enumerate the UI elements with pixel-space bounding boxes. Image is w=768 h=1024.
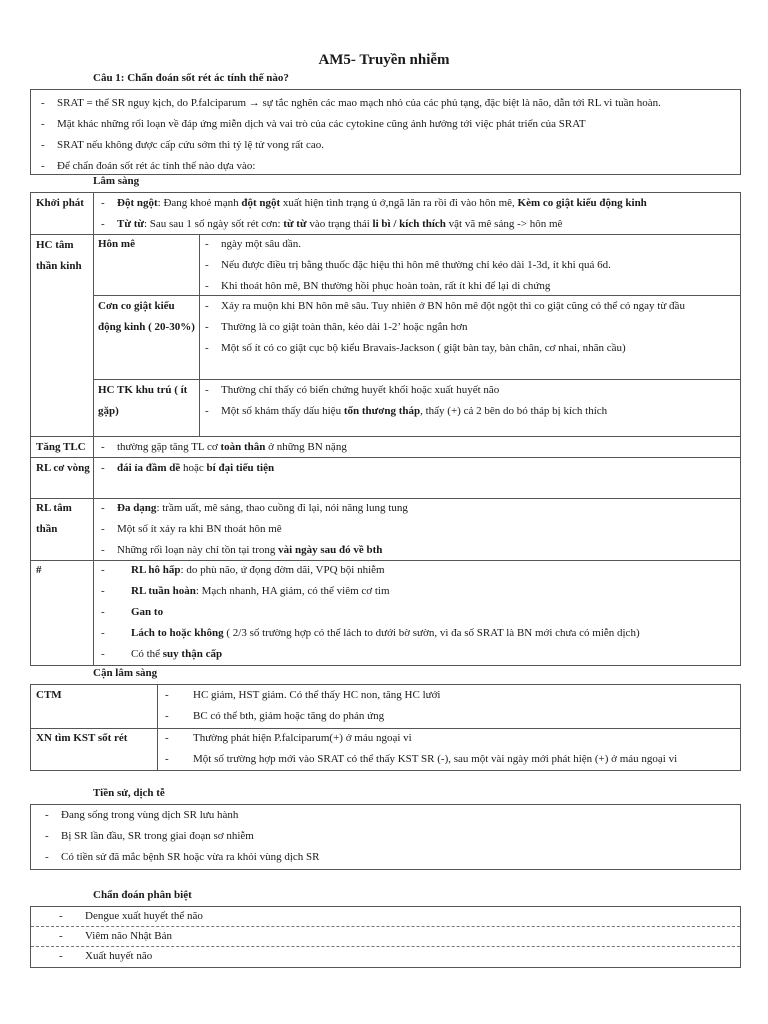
xn-kst-items: - Thường phát hiện P.falciparum(+) ở máu ngoại vi - Một số trường hợp mới vào SRAT có thể thấy KST SR (-), sau một vài ngày mới phát hiện (+) ở máu ngoại vi (165, 732, 678, 765)
rl-tam-than-items: - Đa dạng: trầm uất, mê sảng, thao cuồng đi lại, nói năng lung tung - Một số ít xảy ra khi BN thoát hôn mê - Những rối loạn này chỉ tồn tại trong vài ngày sau đó về bth (101, 502, 408, 556)
khoi-phat-items: - Đột ngột: Đang khoẻ mạnh đột ngột xuất hiện tình trạng ủ ớ,ngã lăn ra rồi đi vào hôn mê, Kèm co giật kiểu động kinh - Từ từ: Sau sau 1 số ngày sốt rét cơn: từ từ vào trạng thái li bì / kích thích vật vã mê sảng -> hôn mê (101, 197, 647, 230)
intro-line: - Mặt khác những rối loạn về đáp ứng miễn dịch và vai trò của các cytokine cũng ảnh hưởng tới việc phát triển của SRAT (41, 118, 586, 130)
lam-sang-heading: Lâm sàng (93, 175, 140, 187)
page-title: AM5- Truyền nhiễm (318, 52, 450, 68)
rl-co-vong-item: - đái ỉa đầm dề hoặc bí đại tiểu tiện (101, 462, 275, 474)
tien-su-box (30, 804, 741, 870)
tang-tlc-label: Tăng TLC (36, 441, 86, 453)
can-lam-sang-table (30, 684, 741, 771)
co-giat-label: Cơn co giật kiểu động kinh ( 20-30%) (98, 300, 195, 333)
cdpb-item: - Viêm não Nhật Bản (59, 930, 173, 942)
hon-me-label: Hôn mê (98, 238, 135, 250)
rl-co-vong-label: RL cơ vòng (36, 462, 90, 474)
cdpb-item: - Xuất huyết não (59, 950, 153, 962)
hc-tk-khu-tru-label: HC TK khu trú ( ít gặp) (98, 384, 188, 417)
intro-box (30, 89, 741, 175)
tien-su-item: - Có tiền sử đã mắc bệnh SR hoặc vừa ra khỏi vùng dịch SR (45, 851, 320, 863)
cdpb-box (30, 906, 741, 968)
intro-line: - SRAT = thể SR nguy kịch, do P.falciparum → sự tắc nghẽn các mao mạch nhỏ của các phủ tạng, đặc biệt là não, dẫn tới RL vi tuần hoàn. (41, 97, 661, 109)
cdpb-item: - Dengue xuất huyết thể não (59, 910, 203, 922)
cdpb-heading: Chẩn đoán phân biệt (93, 889, 192, 901)
hc-tam-than-label: HC tâm thần kinh (36, 239, 82, 272)
xn-kst-label: XN tìm KST sốt rét (36, 732, 128, 744)
other-items: - RL hô hấp: do phù não, ứ đọng đờm dãi, VPQ bội nhiễm - RL tuần hoàn: Mạch nhanh, HA giảm, có thể viêm cơ tim - Gan to - Lách to hoặc không ( 2/3 số trường hợp có thể lách to dưới bờ sườn, vì đa số SRAT là BN mới chưa có miễn dịch) - Có thể suy thận cấp (101, 564, 640, 660)
question-heading: Câu 1: Chẩn đoán sốt rét ác tính thế nào? (93, 72, 289, 84)
tien-su-heading: Tiền sử, dịch tễ (93, 787, 165, 799)
ctm-items: - HC giảm, HST giảm. Có thể thấy HC non, tăng HC lưới - BC có thể bth, giảm hoặc tăng do phản ứng (165, 689, 441, 722)
tang-tlc-item: - thường gặp tăng TL cơ toàn thân ở những BN nặng (101, 441, 347, 453)
khoi-phat-label: Khởi phát (36, 197, 84, 209)
hc-tam-than-subtable (93, 234, 740, 436)
intro-line: - Để chẩn đoán sốt rét ác tính thế nào dựa vào: (41, 160, 256, 172)
hc-tk-khu-tru-items: - Thường chỉ thấy có biến chứng huyết khối hoặc xuất huyết não - Một số khám thấy dấu hiệu tổn thương tháp, thấy (+) cả 2 bên do bó tháp bị kích thích (205, 384, 608, 417)
other-label: # (36, 564, 42, 576)
rl-tam-than-label: RL tâm thần (36, 502, 72, 535)
intro-line: - SRAT nếu không được cấp cứu sớm thì tỷ lệ tử vong rất cao. (41, 139, 324, 151)
hon-me-items: - ngày một sâu dần. - Nếu được điều trị bằng thuốc đặc hiệu thì hôn mê thường chỉ kéo dài 1-3d, ít khi quá 6d. - Khi thoát hôn mê, BN thường hồi phục hoàn toàn, rất ít khi để lại di chứng (205, 238, 611, 292)
tien-su-item: - Đang sống trong vùng dịch SR lưu hành (45, 809, 239, 821)
lam-sang-table (30, 192, 741, 666)
co-giat-items: - Xảy ra muộn khi BN hôn mê sâu. Tuy nhiên ở BN hôn mê đột ngột thì co giật cũng có thể có ngay từ đầu - Thường là co giật toàn thân, kéo dài 1-2’ hoặc ngắn hơn - Một số ít có co giật cục bộ kiểu Bravais-Jackson ( giật bàn tay, bàn chân, cơ nhai, nhãn cầu) (205, 300, 685, 354)
ctm-label: CTM (36, 689, 62, 701)
tien-su-item: - Bị SR lần đầu, SR trong giai đoạn sơ nhiễm (45, 830, 254, 842)
can-lam-sang-heading: Cận lâm sàng (93, 667, 158, 679)
